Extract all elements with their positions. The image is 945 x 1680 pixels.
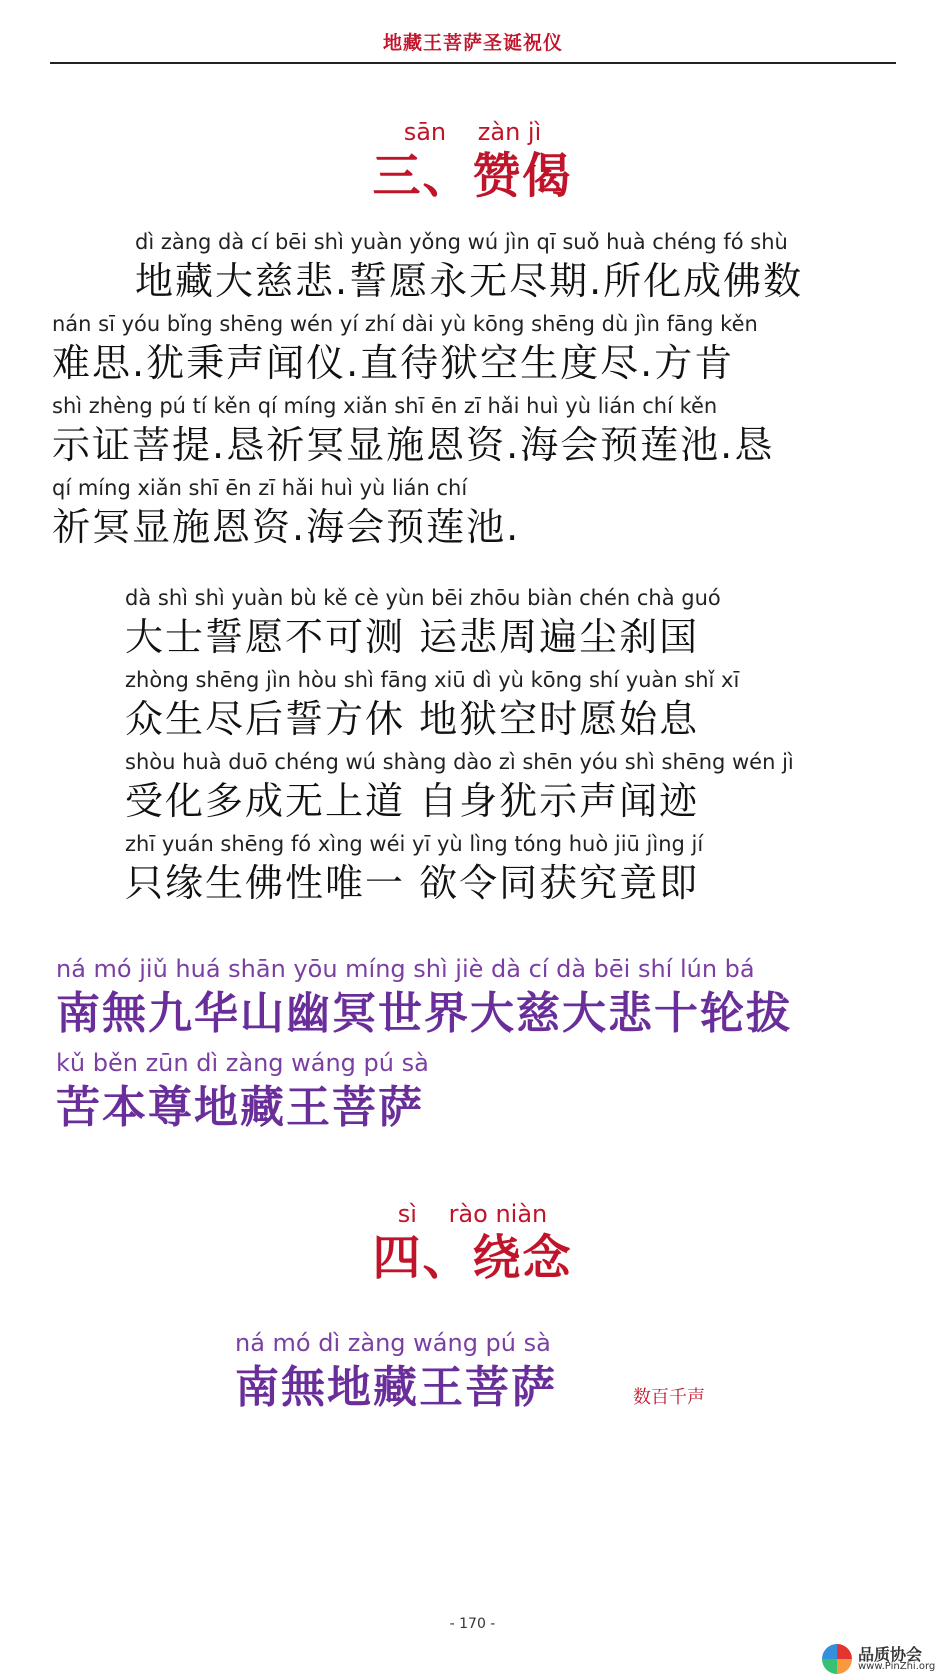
section-3-title: 三、赞偈 <box>372 148 573 204</box>
hanzi-line: 大士誓愿不可测 运悲周遍尘刹国 <box>125 615 700 659</box>
section-4-title: 四、绕念 <box>372 1230 573 1286</box>
hanzi-line: 南無地藏王菩萨 <box>235 1362 557 1413</box>
pinyin-line: zhòng shēng jìn hòu shì fāng xiū dì yù kōng shí yuàn shǐ xī <box>125 668 740 692</box>
hanzi-line: 受化多成无上道 自身犹示声闻迹 <box>125 779 700 823</box>
logo-name: 品质协会 <box>858 1645 923 1664</box>
pinyin-syllable: zàn jì <box>477 118 542 146</box>
pinyin-line: kǔ běn zūn dì zàng wáng pú sà <box>56 1049 429 1077</box>
pinyin-syllable: rào niàn <box>448 1200 548 1228</box>
chant-line <box>235 1329 557 1415</box>
pinyin-line: ná mó dì zàng wáng pú sà <box>235 1329 551 1357</box>
verse-line-3 <box>52 394 774 468</box>
pinyin-line: dà shì shì yuàn bù kě cè yùn bēi zhōu biàn chén chà guó <box>125 586 721 610</box>
section-4-pinyin <box>0 1200 945 1230</box>
logo-icon <box>822 1644 852 1674</box>
hanzi-line: 示证菩提.恳祈冥显施恩资.海会预莲池.恳 <box>52 423 775 467</box>
repetition-note: 数百千声 <box>633 1387 705 1408</box>
pinyin-line: shì zhèng pú tí kěn qí míng xiǎn shī ēn zī hǎi huì yù lián chí kěn <box>52 394 718 418</box>
stanza-line-2 <box>125 668 739 742</box>
pinyin-line: nán sī yóu bǐng shēng wén yí zhí dài yù kōng shēng dù jìn fāng kěn <box>52 312 758 336</box>
section-3-pinyin <box>0 118 945 148</box>
invocation-line-1 <box>56 955 792 1041</box>
pinyin-line: ná mó jiǔ huá shān yōu míng shì jiè dà cí dà bēi shí lún bá <box>56 955 755 983</box>
stanza-line-3 <box>125 750 794 824</box>
hanzi-line: 祈冥显施恩资.海会预莲池. <box>52 505 521 549</box>
pinyin-line: qí míng xiǎn shī ēn zī hǎi huì yù lián chí <box>52 476 468 500</box>
hanzi-line: 众生尽后誓方休 地狱空时愿始息 <box>125 697 700 741</box>
invocation-line-2 <box>56 1049 429 1135</box>
section-3-heading <box>0 118 945 204</box>
pinyin-line: dì zàng dà cí bēi shì yuàn yǒng wú jìn qī suǒ huà chéng fó shù <box>135 230 788 254</box>
hanzi-line: 南無九华山幽冥世界大慈大悲十轮拔 <box>56 988 792 1039</box>
section-4-heading <box>0 1200 945 1286</box>
pinyin-syllable: sān <box>403 118 447 146</box>
hanzi-line: 只缘生佛性唯一 欲令同获究竟即 <box>125 861 700 905</box>
pinyin-syllable: sì <box>397 1200 417 1228</box>
stanza-line-4 <box>125 832 703 906</box>
page-number: - 170 - <box>449 1616 496 1632</box>
site-logo <box>822 1640 940 1676</box>
verse-line-2 <box>52 312 758 386</box>
stanza-line-1 <box>125 586 721 660</box>
verse-line-1 <box>135 230 803 304</box>
page-header <box>50 28 896 64</box>
hanzi-line: 地藏大慈悲.誓愿永无尽期.所化成佛数 <box>135 259 804 303</box>
verse-line-4 <box>52 476 520 550</box>
hanzi-line: 难思.犹秉声闻仪.直待狱空生度尽.方肯 <box>52 341 735 385</box>
header-title: 地藏王菩萨圣诞祝仪 <box>382 32 563 54</box>
logo-url: www.PinZhi.org <box>858 1661 936 1672</box>
pinyin-line: zhī yuán shēng fó xìng wéi yī yù lìng tóng huò jiū jìng jí <box>125 832 704 856</box>
pinyin-line: shòu huà duō chéng wú shàng dào zì shēn yóu shì shēng wén jì <box>125 750 794 774</box>
hanzi-line: 苦本尊地藏王菩萨 <box>56 1082 424 1133</box>
